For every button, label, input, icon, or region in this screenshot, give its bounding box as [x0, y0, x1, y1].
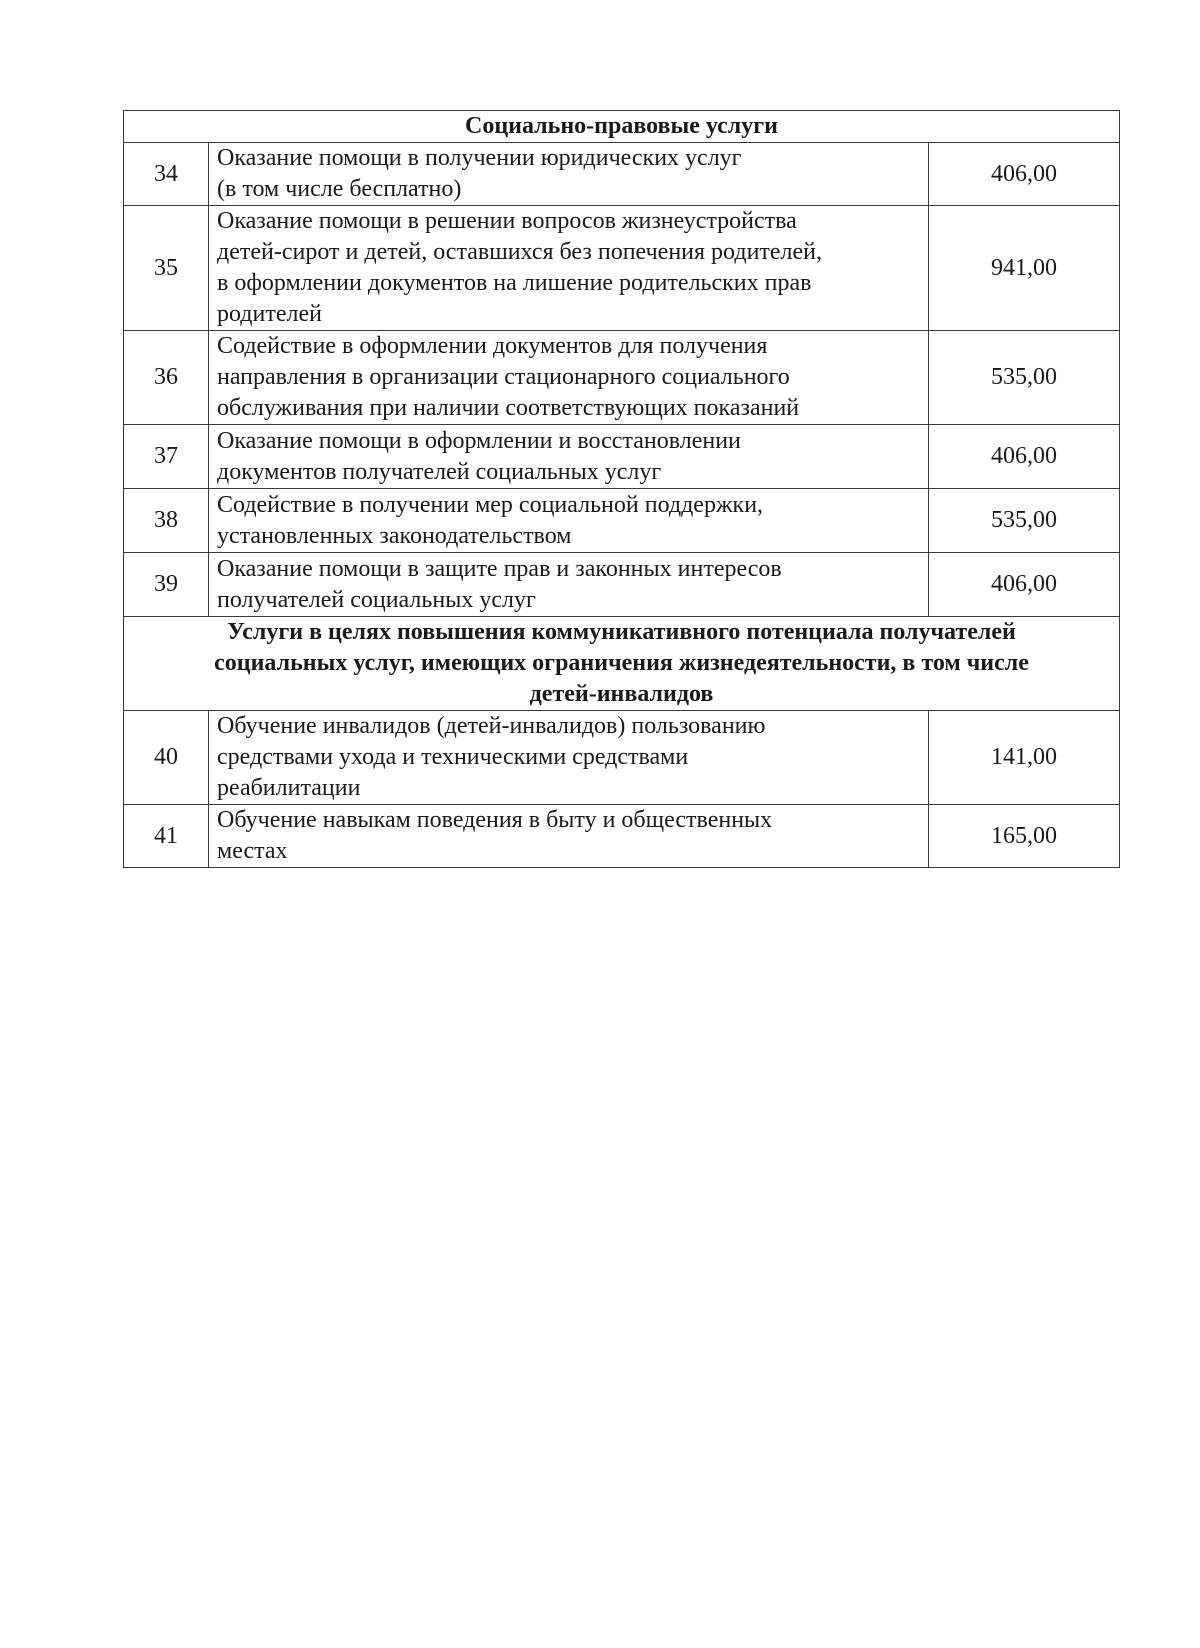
service-price: 406,00	[929, 425, 1120, 489]
section-header-row	[124, 617, 1120, 711]
service-price: 406,00	[929, 553, 1120, 617]
services-price-table	[123, 110, 1120, 868]
service-price: 941,00	[929, 206, 1120, 331]
table-row	[124, 331, 1120, 425]
service-price: 535,00	[929, 489, 1120, 553]
table-row	[124, 143, 1120, 206]
service-description: Оказание помощи в получении юридических услуг (в том числе бесплатно)	[209, 143, 929, 206]
row-number: 39	[124, 553, 209, 617]
service-description: Обучение инвалидов (детей-инвалидов) пользованию средствами ухода и техническими средствами реабилитации	[209, 711, 929, 805]
row-number: 38	[124, 489, 209, 553]
section-title-communication-services: Услуги в целях повышения коммуникативного потенциала получателей социальных услуг, имеющих ограничения жизнедеятельности, в том числе детей-инвалидов	[124, 617, 1120, 711]
row-number: 40	[124, 711, 209, 805]
service-description: Оказание помощи в решении вопросов жизнеустройства детей-сирот и детей, оставшихся без попечения родителей, в оформлении документов на лишение родительских прав родителей	[209, 206, 929, 331]
table-row	[124, 206, 1120, 331]
service-description: Оказание помощи в защите прав и законных интересов получателей социальных услуг	[209, 553, 929, 617]
row-number: 36	[124, 331, 209, 425]
section-header-row	[124, 111, 1120, 143]
row-number: 41	[124, 805, 209, 868]
service-price: 535,00	[929, 331, 1120, 425]
service-price: 165,00	[929, 805, 1120, 868]
table-row	[124, 489, 1120, 553]
row-number: 37	[124, 425, 209, 489]
table-row	[124, 553, 1120, 617]
service-description: Оказание помощи в оформлении и восстановлении документов получателей социальных услуг	[209, 425, 929, 489]
row-number: 35	[124, 206, 209, 331]
table-row	[124, 711, 1120, 805]
service-price: 406,00	[929, 143, 1120, 206]
row-number: 34	[124, 143, 209, 206]
section-title-legal-services: Социально-правовые услуги	[124, 111, 1120, 143]
service-description: Обучение навыкам поведения в быту и общественных местах	[209, 805, 929, 868]
table-row	[124, 425, 1120, 489]
service-description: Содействие в получении мер социальной поддержки, установленных законодательством	[209, 489, 929, 553]
table-row	[124, 805, 1120, 868]
service-price: 141,00	[929, 711, 1120, 805]
service-description: Содействие в оформлении документов для получения направления в организации стационарного социального обслуживания при наличии соответствующих показаний	[209, 331, 929, 425]
